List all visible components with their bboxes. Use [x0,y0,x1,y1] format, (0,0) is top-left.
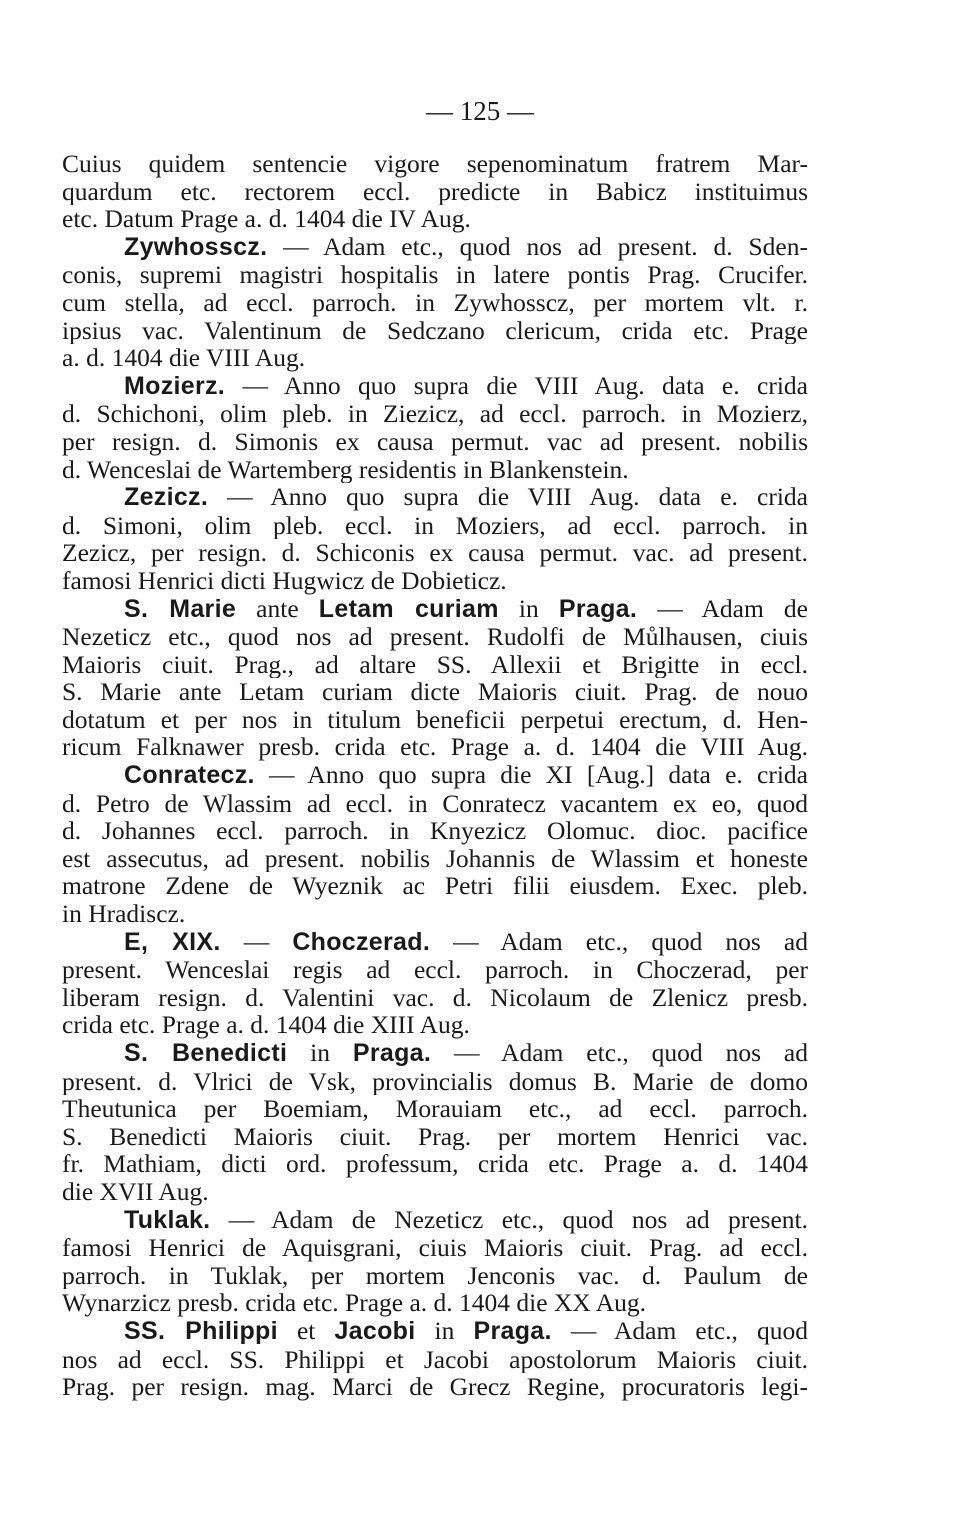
line-text: Nezeticz etc., quod nos ad present. Rudolfi de Můlhausen, ciuis [62,623,808,651]
text-line [62,289,808,317]
line-text: Prag. per resign. mag. Marci de Grecz Regine, procuratoris legi- [62,1373,808,1401]
line-text: Maioris ciuit. Prag., ad altare SS. Allexii et Brigitte in eccl. [62,650,808,679]
text-line [62,1373,808,1401]
text-line [62,872,808,900]
text-line [62,706,808,734]
line-text: S. Marie ante Letam curiam dicte Maioris ciuit. Prag. de nouo [62,678,808,706]
line-text: cum stella, ad eccl. parroch. in Zywhosscz, per mortem vlt. r. [62,288,808,317]
line-text: in Hradiscz. [62,900,186,928]
line-text: in [287,1039,353,1067]
text-line [62,1206,808,1235]
text-line [62,1178,808,1206]
entry-heading: Mozierz. [124,371,226,400]
line-text: — Anno quo supra die VIII Aug. data e. crida [208,483,808,512]
line-text: dotatum et per nos in titulum beneficii perpetui erectum, d. Hen- [62,705,808,734]
entry-heading: Conratecz. [124,761,255,790]
line-text: etc. Datum Prage a. d. 1404 die IV Aug. [62,205,471,233]
text-line [62,1123,808,1151]
line-text: S. Benedicti Maioris ciuit. Prag. per mortem Henrici vac. [62,1122,808,1151]
text-line [62,1234,808,1262]
entry-heading: Choczerad. [292,927,431,956]
line-text: d. Johannes eccl. parroch. in Knyezicz Olomuc. dioc. pacifice [62,817,808,845]
entry-heading: E, XIX. [124,927,221,956]
entry-heading: SS. Philippi [124,1316,278,1345]
line-text: conis, supremi magistri hospitalis in latere pontis Prag. Crucifer. [62,261,808,289]
line-text: a. d. 1404 die VIII Aug. [62,344,306,372]
text-line [62,372,808,401]
text-line [62,1262,808,1290]
text-line [62,1289,808,1317]
text-line [62,233,808,262]
text-line [62,344,808,372]
text-line [62,205,808,233]
text-line [62,567,808,595]
line-text: d. Schichoni, olim pleb. in Ziezicz, ad eccl. parroch. in Mozierz, [62,400,808,428]
line-text: — Anno quo supra die VIII Aug. data e. crida [225,371,808,400]
text-line [62,900,808,928]
line-text: ante [236,594,319,623]
line-text: present. d. Vlrici de Vsk, provincialis domus B. Marie de domo [62,1067,808,1096]
line-text: — Adam etc., quod nos ad present. d. Sden- [267,232,808,261]
line-text: — Adam etc., quod nos ad [430,927,808,956]
line-text: d. Simoni, olim pleb. eccl. in Moziers, ad eccl. parroch. in [62,511,808,540]
line-text: nos ad eccl. SS. Philippi et Jacobi apostolorum Maioris ciuit. [62,1345,808,1374]
line-text: d. Wenceslai de Wartemberg residentis in Blankenstein. [62,455,629,484]
entry-heading: S. Marie [124,594,237,623]
line-text: — Adam etc., quod [551,1316,808,1345]
text-line [62,512,808,540]
line-text: Zezicz, per resign. d. Schiconis ex causa permut. vac. ad present. [62,539,808,567]
text-line [62,178,808,206]
text-line [62,790,808,818]
text-line [62,483,808,512]
text-line [62,261,808,289]
text-line [62,1346,808,1374]
text-line [62,1011,808,1039]
text-line [62,317,808,345]
text-line [62,539,808,567]
entry-heading: Zezicz. [124,483,209,512]
line-text: parroch. in Tuklak, per mortem Jenconis vac. d. Paulum de [62,1261,808,1290]
text-line [62,400,808,428]
text-line [62,817,808,845]
line-text: famosi Henrici dicti Hugwicz de Dobieticz. [62,566,507,595]
line-text: famosi Henrici de Aquisgrani, ciuis Maioris ciuit. Prag. ad eccl. [62,1234,808,1262]
body-text [62,150,808,1401]
page-number: — 125 — [426,96,534,126]
line-text: est assecutus, ad present. nobilis Johannis de Wlassim et honeste [62,844,808,873]
text-line [62,1068,808,1096]
line-text: present. Wenceslai regis ad eccl. parroch. in Choczerad, per [62,956,808,984]
entry-heading: Praga. [473,1316,552,1345]
text-line [62,1095,808,1123]
entry-heading: Tuklak. [124,1205,211,1234]
text-line [62,956,808,984]
entry-heading: Zywhosscz. [124,232,268,261]
text-line [62,595,808,624]
entry-heading: S. Benedicti [124,1039,288,1067]
text-line [62,984,808,1012]
text-line [62,733,808,761]
line-text: et [277,1316,335,1345]
text-line [62,1039,808,1068]
entry-heading: Praga. [352,1039,432,1067]
text-line [62,928,808,957]
line-text: matrone Zdene de Wyeznik ac Petri filii eiusdem. Exec. pleb. [62,872,808,901]
entry-heading: Letam curiam [318,594,499,623]
text-line [62,428,808,456]
entry-heading: Jacobi [334,1316,416,1345]
text-line [62,761,808,790]
line-text: — Adam etc., quod nos ad [431,1039,808,1067]
line-text: — [220,927,293,956]
line-text: ricum Falknawer presb. crida etc. Prage a. d. 1404 die VIII Aug. [62,733,808,762]
line-text: in [415,1316,474,1345]
text-line [62,456,808,484]
entry-heading: Praga. [558,594,638,623]
line-text: — Adam de Nezeticz etc., quod nos ad present. [210,1205,808,1234]
line-text: Theutunica per Boemiam, Morauiam etc., ad eccl. parroch. [62,1095,808,1123]
line-text: d. Petro de Wlassim ad eccl. in Conratecz vacantem ex eo, quod [62,789,808,818]
text-line [62,678,808,706]
line-text: liberam resign. d. Valentini vac. d. Nicolaum de Zlenicz presb. [62,983,808,1012]
line-text: Wynarzicz presb. crida etc. Prage a. d. 1404 die XX Aug. [62,1289,647,1317]
line-text: die XVII Aug. [62,1177,209,1206]
line-text: — Anno quo supra die XI [Aug.] data e. crida [254,761,808,790]
text-line [62,150,808,178]
text-line [62,651,808,679]
line-text: quardum etc. rectorem eccl. predicte in Babicz instituimus [62,177,808,206]
text-line [62,1150,808,1178]
line-text: crida etc. Prage a. d. 1404 die XIII Aug. [62,1011,470,1039]
line-text: Cuius quidem sentencie vigore sepenominatum fratrem Mar- [62,150,808,178]
line-text: fr. Mathiam, dicti ord. professum, crida etc. Prage a. d. 1404 [62,1150,808,1178]
line-text: — Adam de [637,594,808,623]
text-line [62,623,808,651]
line-text: ipsius vac. Valentinum de Sedczano clericum, crida etc. Prage [62,316,808,345]
text-line [62,1317,808,1346]
line-text: in [498,594,559,623]
text-line [62,845,808,873]
line-text: per resign. d. Simonis ex causa permut. vac ad present. nobilis [62,427,808,456]
